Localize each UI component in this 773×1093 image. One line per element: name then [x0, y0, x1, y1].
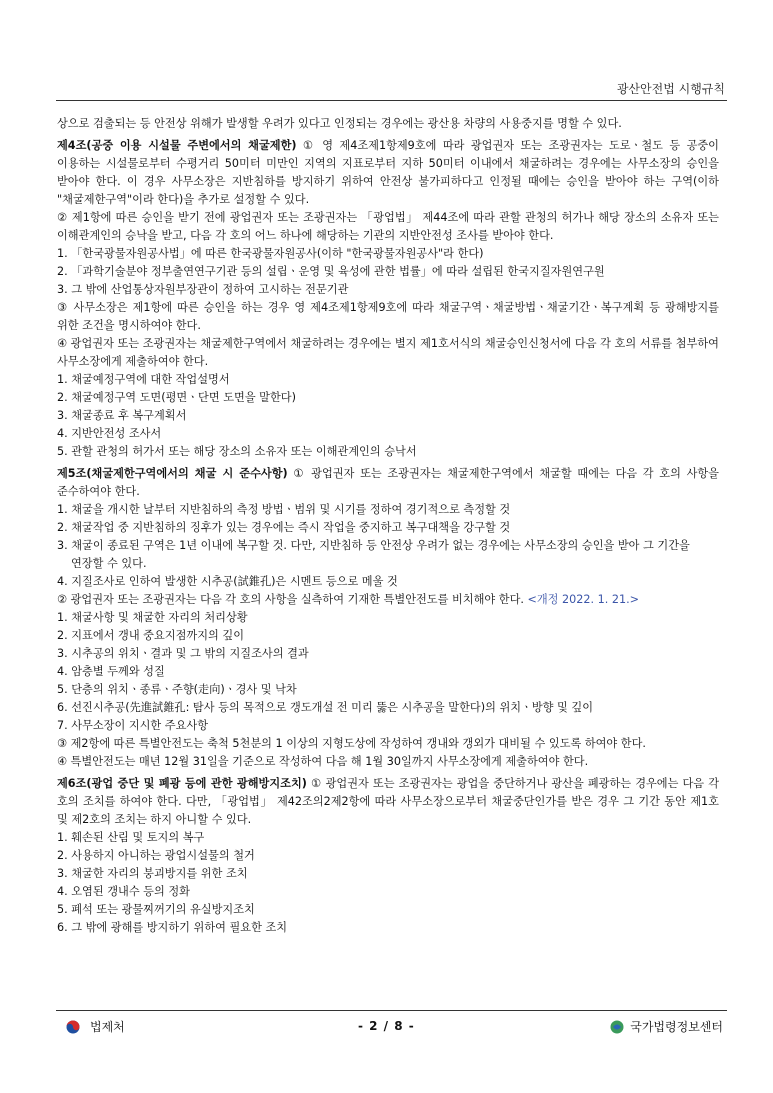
article-4-p1-text: ① 영 제4조제1항제9호에 따라 광업권자 또는 조광권자는 도로ㆍ철도 등 공중이 이용하는 시설물로부터 수평거리 50미터 미만인 지역의 지표로부터 지하 50미터 이내에서 채굴하려는 경우에는 사무소장의 승인을 받아야 한다. 이 경우 사무소장은 지반침하를 방지하기 위하여 안전상 불가피하다고 인정될 때에는 승인을 받아야 하는 구역(이하 "채굴제한구역"이라 한다)을 추가로 설정할 수 있다. — [57, 139, 719, 206]
article-5-p2-items — [57, 609, 719, 735]
taegeuk-logo-icon — [66, 1020, 80, 1034]
page-footer — [56, 1018, 727, 1038]
article-6-paragraph-1 — [57, 775, 719, 829]
list-item: 6. 선진시추공(先進試錐孔: 탐사 등의 목적으로 갱도개설 전 미리 뚫은 시추공을 말한다)의 위치ㆍ방향 및 깊이 — [57, 701, 594, 714]
article-5-p2-text: ② 광업권자 또는 조광권자는 다음 각 호의 사항을 실측하여 기재한 특별안전도를 비치해야 한다. — [57, 593, 524, 606]
article-4-paragraph-2: ② 제1항에 따른 승인을 받기 전에 광업권자 또는 조광권자는 「광업법」 제44조에 따라 관할 관청의 허가나 해당 장소의 소유자 또는 이해관계인의 승낙을 받고, 다음 각 호의 어느 하나에 해당하는 기관의 지반안전성 조사를 받아야 한다. — [57, 211, 719, 242]
list-item: 3. 그 밖에 산업통상자원부장관이 정하여 고시하는 전문기관 — [57, 283, 349, 296]
article-4-paragraph-4: ④ 광업권자 또는 조광권자는 채굴제한구역에서 채굴하려는 경우에는 별지 제1호서식의 채굴승인신청서에 다음 각 호의 서류를 첨부하여 사무소장에게 제출하여야 한다. — [57, 337, 719, 368]
list-item: 1. 채굴예정구역에 대한 작업설명서 — [57, 373, 230, 386]
article-5-p1-items — [57, 501, 719, 591]
list-item: 2. 「과학기술분야 정부출연연구기관 등의 설립ㆍ운영 및 육성에 관한 법률」에 따라 설립된 한국지질자원연구원 — [57, 265, 605, 278]
footer-left-label: 법제처 — [90, 1020, 125, 1034]
list-item: 5. 폐석 또는 광물찌꺼기의 유실방지조치 — [57, 903, 255, 916]
article-6-p1-text: ① 광업권자 또는 조광권자는 광업을 중단하거나 광산을 폐광하는 경우에는 다음 각 호의 조치를 하여야 한다. 다만, 「광업법」 제42조의2제2항에 따라 사무소장으로부터 채굴중단인가를 받은 경우 그 기간 동안 제1호 및 제2호의 조치는 하지 아니할 수 있다. — [57, 777, 720, 826]
article-4-p4-items — [57, 371, 719, 461]
header-divider — [56, 100, 727, 101]
list-item: 6. 그 밖에 광해를 방지하기 위하여 필요한 조치 — [57, 921, 288, 934]
list-item: 2. 채굴작업 중 지반침하의 징후가 있는 경우에는 즉시 작업을 중지하고 복구대책을 강구할 것 — [57, 521, 511, 534]
list-item: 3. 채굴이 종료된 구역은 1년 이내에 복구할 것. 다만, 지반침하 등 안전상 우려가 없는 경우에는 사무소장의 승인을 받아 그 기간을 연장할 수 있다. — [57, 539, 690, 570]
article-5-paragraph-1 — [57, 465, 719, 501]
list-item: 5. 단층의 위치ㆍ종류ㆍ주향(走向)ㆍ경사 및 낙차 — [57, 683, 297, 696]
article-6-title: 제6조(광업 중단 및 폐광 등에 관한 광해방지조치) — [57, 777, 307, 790]
list-item: 1. 「한국광물자원공사법」에 따른 한국광물자원공사(이하 "한국광물자원공사"라 한다) — [57, 247, 484, 260]
article-5-p1-text: ① 광업권자 또는 조광권자는 채굴제한구역에서 채굴할 때에는 다음 각 호의 사항을 준수하여야 한다. — [57, 467, 719, 498]
list-item: 7. 사무소장이 지시한 주요사항 — [57, 719, 209, 732]
article-4 — [57, 137, 719, 461]
article-4-p2-items — [57, 245, 719, 299]
list-item: 1. 훼손된 산림 및 토지의 복구 — [57, 831, 205, 844]
list-item: 4. 암층별 두께와 성질 — [57, 665, 165, 678]
article-5-paragraph-4: ④ 특별안전도는 매년 12월 31일을 기준으로 작성하여 다음 해 1월 30일까지 사무소장에게 제출하여야 한다. — [57, 755, 589, 768]
article-5-title: 제5조(채굴제한구역에서의 채굴 시 준수사항) — [57, 467, 288, 480]
list-item: 1. 채굴사항 및 채굴한 자리의 처리상황 — [57, 611, 248, 624]
list-item: 2. 채굴예정구역 도면(평면ㆍ단면 도면을 말한다) — [57, 391, 296, 404]
list-item: 5. 관할 관청의 허가서 또는 해당 장소의 소유자 또는 이해관계인의 승낙서 — [57, 445, 417, 458]
list-item: 2. 사용하지 아니하는 광업시설물의 철거 — [57, 849, 255, 862]
list-item: 4. 지질조사로 인하여 발생한 시추공(試錐孔)은 시멘트 등으로 메울 것 — [57, 575, 398, 588]
article-5-paragraph-2 — [57, 591, 719, 609]
list-item: 2. 지표에서 갱내 중요지점까지의 깊이 — [57, 629, 245, 642]
article-4-paragraph-1 — [57, 137, 719, 209]
article-5-paragraph-3: ③ 제2항에 따른 특별안전도는 축척 5천분의 1 이상의 지형도상에 작성하여 갱내와 갱외가 대비될 수 있도록 하여야 한다. — [57, 737, 646, 750]
document-header-title: 광산안전법 시행규칙 — [616, 82, 725, 96]
footer-left — [66, 1018, 125, 1035]
footer-right-label: 국가법령정보센터 — [630, 1020, 723, 1034]
list-item: 3. 채굴한 자리의 붕괴방지를 위한 조치 — [57, 867, 248, 880]
article-6-p1-items — [57, 829, 719, 937]
footer-right — [610, 1018, 723, 1035]
list-item: 4. 오염된 갱내수 등의 정화 — [57, 885, 190, 898]
list-item: 1. 채굴을 개시한 날부터 지반침하의 측정 방법ㆍ범위 및 시기를 정하여 경기적으로 측정할 것 — [57, 503, 511, 516]
footer-divider — [56, 1010, 727, 1011]
amendment-note: <개정 2022. 1. 21.> — [527, 593, 640, 606]
article-4-title: 제4조(공중 이용 시설물 주변에서의 채굴제한) — [57, 139, 297, 152]
list-item: 3. 채굴종료 후 복구계획서 — [57, 409, 187, 422]
intro-paragraph: 상으로 검출되는 등 안전상 위해가 발생할 우려가 있다고 인정되는 경우에는 광산용 차량의 사용중지를 명할 수 있다. — [57, 117, 622, 130]
article-4-paragraph-3: ③ 사무소장은 제1항에 따른 승인을 하는 경우 영 제4조제1항제9호에 따라 채굴구역ㆍ채굴방법ㆍ채굴기간ㆍ복구계획 등 광해방지를 위한 조건을 명시하여야 한다. — [57, 301, 719, 332]
law-center-logo-icon — [610, 1020, 624, 1034]
list-item: 4. 지반안전성 조사서 — [57, 427, 162, 440]
article-5 — [57, 465, 719, 771]
document-body — [57, 115, 719, 937]
page-number: - 2 / 8 - — [358, 1019, 415, 1033]
list-item: 3. 시추공의 위치ㆍ결과 및 그 밖의 지질조사의 결과 — [57, 647, 309, 660]
article-6 — [57, 775, 719, 937]
